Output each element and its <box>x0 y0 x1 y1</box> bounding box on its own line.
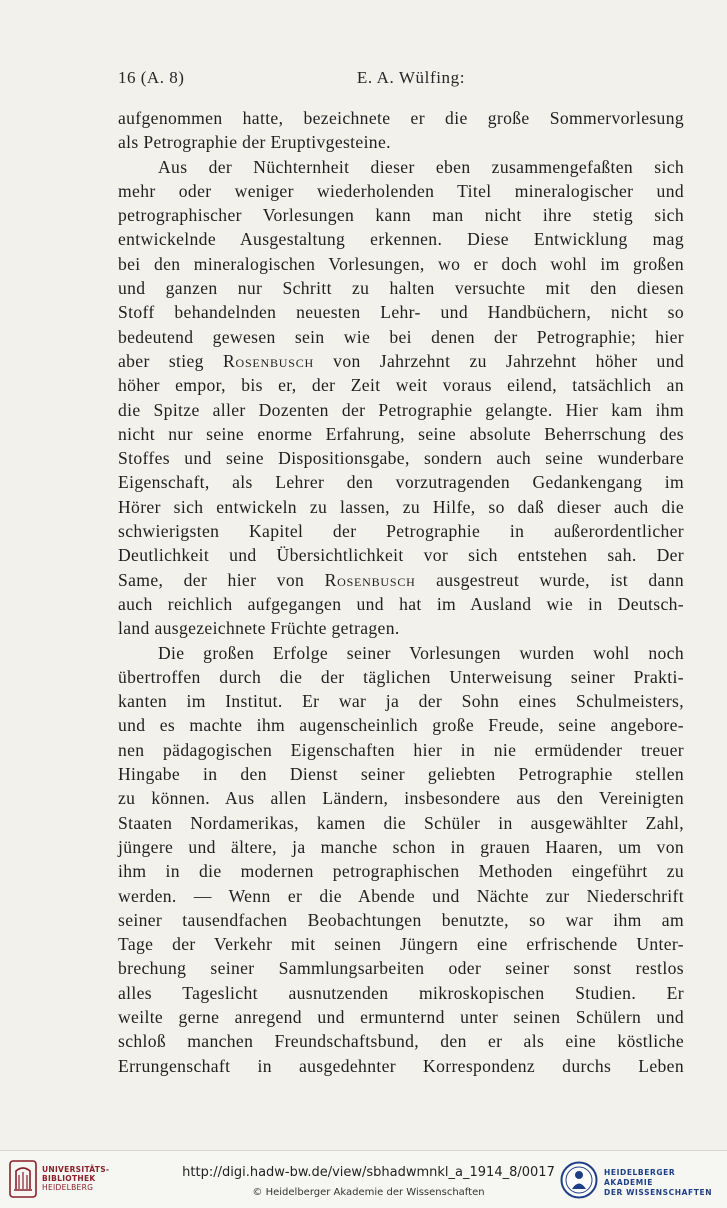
text-line: Tage der Verkehr mit seinen Jüngern eine erfrischende Unter- <box>118 934 684 955</box>
text-line: werden. — Wenn er die Abende und Nächte zur Niederschrift <box>118 885 684 906</box>
text-line: jüngere und ältere, ja manche schon in grauen Haaren, um von <box>118 836 684 857</box>
text-line: und ganzen nur Schritt zu halten versuchte mit den diesen <box>118 278 684 299</box>
viewer-footer <box>0 1150 727 1208</box>
text-line: land ausgezeichnete Früchte getragen. <box>118 618 400 639</box>
text-line: nicht nur seine enorme Erfahrung, seine absolute Beherrschung des <box>118 423 684 444</box>
text-line: schwierigsten Kapitel der Petrographie in außerordentlicher <box>118 521 684 542</box>
text-line: Errungenschaft in ausgedehnter Korrespondenz durchs Leben <box>118 1055 684 1076</box>
text-line: und es machte ihm augenscheinlich große Freude, seine angebore- <box>118 715 684 736</box>
text-line: bedeutend gewesen sein wie bei denen der Petrographie; hier <box>118 326 684 347</box>
body-text <box>118 106 684 1078</box>
text-line: die Spitze aller Dozenten der Petrographie gelangte. Hier kam ihm <box>118 399 684 420</box>
text-line: Staaten Nordamerikas, kamen die Schüler in ausgewählter Zahl, <box>118 812 684 833</box>
permalink-url[interactable]: http://digi.hadw-bw.de/view/sbhadwmnkl_a_1914_8/0017 <box>182 1165 555 1180</box>
text-line: seiner tausendfachen Beobachtungen benutzte, so war ihm am <box>118 909 684 930</box>
text-line: Die großen Erfolge seiner Vorlesungen wurden wohl noch <box>158 642 684 663</box>
text-line: aufgenommen hatte, bezeichnete er die große Sommervorlesung <box>118 108 684 128</box>
text-line: auch reichlich aufgegangen und hat im Ausland wie in Deutsch- <box>118 593 684 614</box>
copyright-notice: © Heidelberger Akademie der Wissenschaften <box>252 1187 485 1198</box>
text-line: übertroffen durch die der täglichen Unterweisung seiner Prakti- <box>118 666 684 687</box>
text-line <box>118 568 684 592</box>
text-line: Aus der Nüchternheit dieser eben zusammengefaßten sich <box>158 156 684 177</box>
person-name: Rosenbusch <box>222 350 315 371</box>
text-line: petrographischer Vorlesungen kann man nicht ihre stetig sich <box>118 205 684 226</box>
text-line: Hingabe in den Dienst seiner geliebten Petrographie stellen <box>118 764 684 785</box>
text-line: zu können. Aus allen Ländern, insbesondere aus den Vereinigten <box>118 788 684 809</box>
line-segment: von Jahrzehnt zu Jahrzehnt höher und <box>333 350 684 371</box>
text-line: Deutlichkeit und Übersichtlichkeit vor sich entstehen sah. Der <box>118 545 684 566</box>
running-title: E. A. Wülfing: <box>356 68 466 87</box>
line-segment: Same, der hier von <box>118 569 305 590</box>
text-line: alles Tageslicht ausnutzenden mikroskopischen Studien. Er <box>118 982 684 1003</box>
line-segment: ausgestreut wurde, ist dann <box>436 569 684 590</box>
academy-name-line: DER WISSENSCHAFTEN <box>604 1188 713 1197</box>
text-line: mehr oder weniger wiederholenden Titel mineralogischer und <box>118 180 684 201</box>
text-line: Eigenschaft, als Lehrer den vorzutragenden Gedankengang im <box>118 472 684 493</box>
text-line: höher empor, bis er, der Zeit weit voraus eilend, tatsächlich an <box>118 375 684 396</box>
line-segment: aber stieg <box>118 350 204 371</box>
text-line: Hörer sich entwickeln zu lassen, zu Hilfe, so daß dieser auch die <box>118 496 684 517</box>
text-line: schloß manchen Freundschaftsbund, den er als eine köstliche <box>118 1031 684 1052</box>
text-line: als Petrographie der Eruptivgesteine. <box>118 132 391 153</box>
academy-seal-icon <box>560 1161 598 1199</box>
text-line: kanten im Institut. Er war ja der Sohn eines Schulmeisters, <box>118 691 684 712</box>
text-line: nen pädagogischen Eigenschaften hier in nie ermüdender treuer <box>118 739 684 760</box>
university-library-line: UNIVERSITÄTS- <box>42 1165 110 1174</box>
text-line: ihm in die modernen petrographischen Methoden eingeführt zu <box>118 861 684 882</box>
academy-name-line: HEIDELBERGER AKADEMIE <box>604 1168 676 1187</box>
text-line: brechung seiner Sammlungsarbeiten oder seiner sonst restlos <box>118 958 684 979</box>
academy-name <box>604 1168 727 1198</box>
text-line: entwickelnde Ausgestaltung erkennen. Diese Entwicklung mag <box>118 229 684 250</box>
text-line <box>118 349 684 373</box>
text-line: weilte gerne anregend und ermunternd unter seinen Schülern und <box>118 1006 684 1027</box>
person-name: Rosenbusch <box>324 569 416 590</box>
text-line: Stoff behandelnden neuesten Lehr- und Handbüchern, nicht so <box>118 302 684 323</box>
university-library-line: BIBLIOTHEK <box>42 1174 96 1183</box>
page-number: 16 (A. 8) <box>118 68 185 87</box>
text-line: Stoffes und seine Dispositionsgabe, sondern auch seine wunderbare <box>118 448 684 469</box>
page-header <box>118 68 684 94</box>
university-library-line: HEIDELBERG <box>42 1183 94 1192</box>
text-line: bei den mineralogischen Vorlesungen, wo er doch wohl im großen <box>118 253 684 274</box>
